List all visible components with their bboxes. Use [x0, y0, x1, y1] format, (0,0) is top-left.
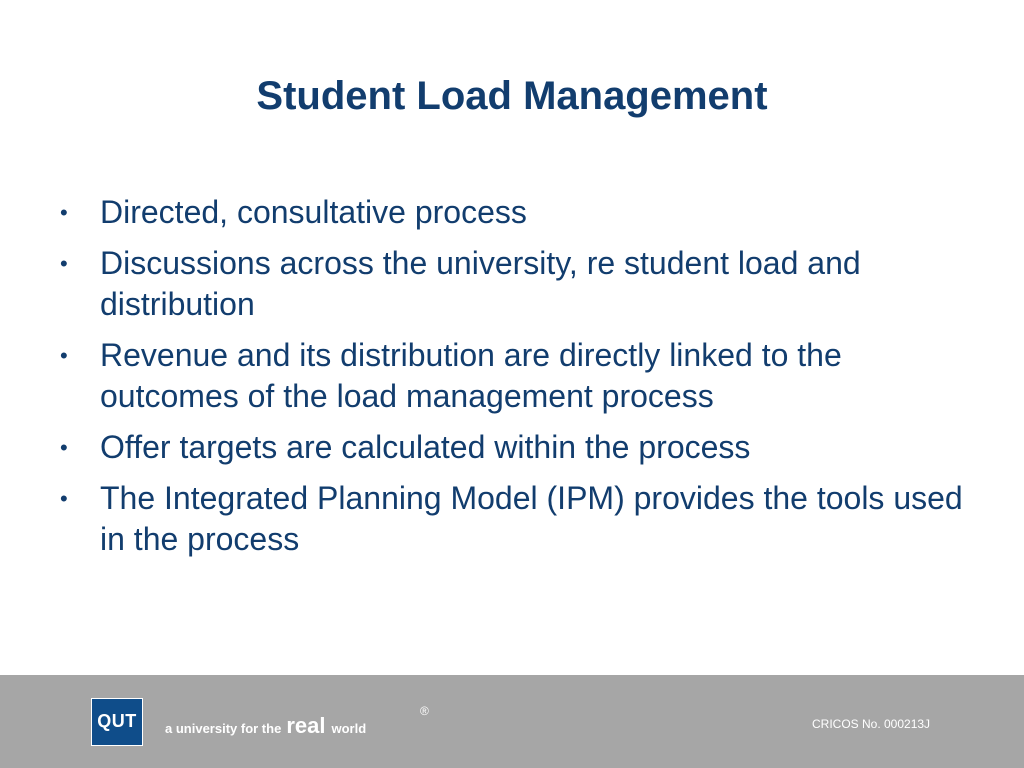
bullet-dot-icon: •	[60, 200, 68, 225]
bullet-item	[56, 335, 976, 417]
bullet-text: Revenue and its distribution are directly linked to the outcomes of the load management process	[100, 337, 842, 414]
slide-title: Student Load Management	[256, 74, 768, 118]
bullet-item	[56, 192, 976, 233]
tagline-real: real	[286, 713, 326, 738]
bullet-dot-icon: •	[60, 343, 68, 368]
bullet-dot-icon: •	[60, 435, 68, 460]
bullet-item	[56, 243, 976, 325]
bullet-text: Directed, consultative process	[100, 194, 527, 230]
bullet-list	[56, 192, 976, 570]
tagline-world: world	[331, 721, 367, 736]
footer-tagline	[165, 713, 366, 739]
bullet-text: Discussions across the university, re student load and distribution	[100, 245, 861, 322]
footer-bar	[0, 675, 1024, 768]
bullet-dot-icon: •	[60, 486, 68, 511]
bullet-dot-icon: •	[60, 251, 68, 276]
registered-mark: ®	[420, 704, 429, 718]
tagline-prefix: a university for the	[165, 721, 282, 736]
cricos-number: CRICOS No. 000213J	[812, 717, 931, 731]
bullet-text: Offer targets are calculated within the process	[100, 429, 751, 465]
qut-logo: QUT	[91, 698, 143, 746]
bullet-text: The Integrated Planning Model (IPM) provides the tools used in the process	[100, 480, 963, 557]
bullet-item	[56, 427, 976, 468]
bullet-item	[56, 478, 976, 560]
